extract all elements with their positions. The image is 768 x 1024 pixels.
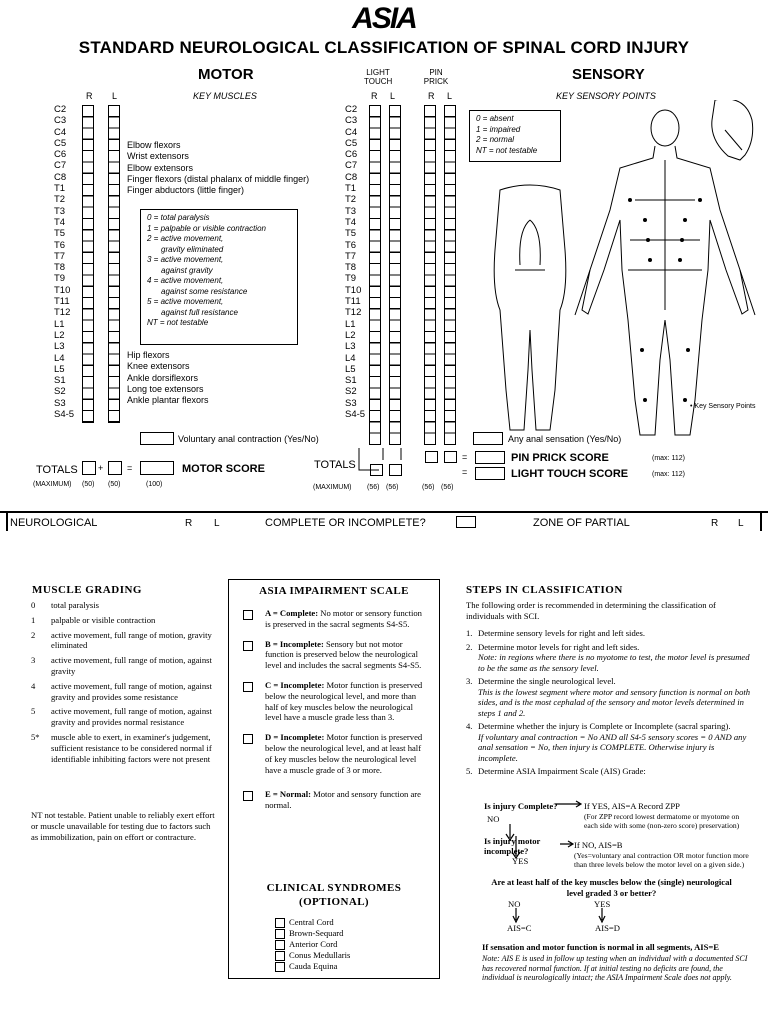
neuro-l: L bbox=[214, 518, 220, 529]
grade-item bbox=[31, 681, 231, 703]
asia-grade-key: E = Normal: bbox=[265, 789, 311, 800]
q-motor-incomplete: Is injury motor incomplete? bbox=[484, 836, 541, 856]
grade-text: total paralysis bbox=[51, 600, 99, 610]
segment-label: T5 bbox=[345, 228, 357, 240]
asia-grade-key: C = Incomplete: bbox=[265, 679, 325, 690]
pp-left-total-box[interactable] bbox=[444, 451, 457, 463]
grade-text: muscle able to exert, in examiner's judgement, sufficient resistance to be considered normal if identifiable inhibiting factors were not present bbox=[51, 731, 212, 764]
grade-item bbox=[31, 655, 231, 677]
muscle-s1: Ankle plantar flexors bbox=[127, 395, 209, 406]
equals-sign: = bbox=[127, 463, 133, 473]
step-number: 4. bbox=[466, 721, 473, 731]
motor-left-total-box[interactable] bbox=[108, 461, 122, 475]
segment-label: T3 bbox=[345, 205, 357, 217]
syndrome-checkbox[interactable] bbox=[275, 918, 285, 928]
segment-label: C2 bbox=[54, 104, 67, 115]
asia-grade-item bbox=[243, 789, 428, 811]
segment-label: C4 bbox=[345, 126, 358, 138]
pin-prick-score-box[interactable] bbox=[475, 451, 505, 464]
asia-scale-list bbox=[243, 608, 428, 820]
step-text: Determine sensory levels for right and left sides. bbox=[478, 628, 646, 638]
pp-equals: = bbox=[462, 452, 468, 462]
motor-heading: MOTOR bbox=[198, 66, 254, 83]
syndrome-item bbox=[275, 917, 425, 928]
muscle-c5: Elbow flexors bbox=[127, 140, 181, 150]
asia-logo: ASIA bbox=[352, 2, 416, 35]
pin-prick-right-column[interactable] bbox=[424, 105, 436, 445]
segment-label: S3 bbox=[345, 397, 357, 409]
muscle-grading-title: MUSCLE GRADING bbox=[32, 584, 142, 596]
motor-grade-legend bbox=[140, 209, 298, 345]
plus-sign: + bbox=[98, 463, 104, 473]
syndrome-label: Central Cord bbox=[289, 917, 334, 927]
segment-label: T8 bbox=[345, 262, 357, 274]
legend-line: NT = not testable bbox=[476, 145, 538, 155]
grade-number: 3 bbox=[31, 655, 36, 666]
segment-label: S3 bbox=[54, 397, 66, 409]
if-no-ais-b: If NO, AIS=B bbox=[574, 840, 623, 850]
syndrome-checkbox[interactable] bbox=[275, 940, 285, 950]
sensory-heading: SENSORY bbox=[572, 66, 645, 83]
max-56-d: (56) bbox=[441, 484, 454, 491]
grade-number: 4 bbox=[31, 680, 36, 691]
segment-label: T6 bbox=[345, 239, 357, 251]
motor-left-label: L bbox=[112, 91, 118, 101]
light-touch-score-box[interactable] bbox=[475, 467, 505, 480]
steps-title: STEPS IN CLASSIFICATION bbox=[466, 584, 623, 596]
zone-l: L bbox=[738, 518, 744, 529]
flow-yes-2: YES bbox=[594, 899, 611, 909]
segment-label: L4 bbox=[54, 352, 65, 364]
max-56-a: (56) bbox=[367, 484, 380, 491]
step-number: 5. bbox=[466, 766, 473, 776]
flow-no-2: NO bbox=[508, 899, 521, 909]
segment-label: T10 bbox=[345, 284, 362, 296]
segment-label: C3 bbox=[345, 115, 358, 127]
segment-label: L5 bbox=[345, 363, 356, 375]
voluntary-anal-label: Voluntary anal contraction (Yes/No) bbox=[178, 434, 319, 444]
segment-label: T4 bbox=[345, 216, 357, 228]
motor-right-total-box[interactable] bbox=[82, 461, 96, 475]
asia-checkbox[interactable] bbox=[243, 682, 253, 692]
asia-grade-key: D = Incomplete: bbox=[265, 732, 325, 743]
asia-grade-text bbox=[265, 608, 428, 630]
step-number: 1. bbox=[466, 628, 473, 638]
segment-label: T12 bbox=[345, 307, 362, 319]
segment-label: C5 bbox=[54, 137, 67, 149]
step-2 bbox=[466, 642, 751, 653]
motor-right-column[interactable] bbox=[82, 105, 94, 423]
lt-left-total-box[interactable] bbox=[389, 464, 402, 476]
grade-text: active movement, full range of motion, against gravity and provides normal resistance bbox=[51, 706, 212, 728]
segment-label: C6 bbox=[54, 149, 67, 161]
grade-number: 0 bbox=[31, 600, 36, 610]
head-profile-outline bbox=[712, 100, 753, 160]
divider-top bbox=[0, 511, 768, 513]
segment-label: T8 bbox=[54, 262, 66, 274]
segment-label: L5 bbox=[54, 363, 65, 375]
step-number: 3. bbox=[466, 676, 473, 686]
divider-right bbox=[760, 511, 762, 531]
max-50-left: (50) bbox=[108, 481, 121, 488]
syndrome-checkbox[interactable] bbox=[275, 929, 285, 939]
asia-grade-desc: Motor function is preserved below the neurological level, and at least half of key muscles below the neurological level have a muscle grade of 3 or more. bbox=[265, 732, 423, 775]
lt-left-label: L bbox=[390, 91, 396, 101]
asia-grade-desc: Sensory but not motor function is preserved below the neurological level and includes the sacral segments S4-S5. bbox=[265, 638, 422, 671]
step-text: Determine ASIA Impairment Scale (AIS) Grade: bbox=[478, 766, 646, 776]
syndrome-item bbox=[275, 950, 425, 961]
muscle-l4: Ankle dorsiflexors bbox=[127, 372, 199, 383]
clinical-syndromes-list bbox=[275, 917, 425, 972]
segment-label: C6 bbox=[345, 149, 358, 161]
grade-item bbox=[31, 600, 231, 611]
segment-label: L1 bbox=[54, 318, 65, 330]
clinical-syndromes-subtitle: (OPTIONAL) bbox=[299, 896, 369, 908]
grade-text: active movement, full range of motion, gravity eliminated bbox=[51, 629, 212, 651]
q-injury-complete: Is injury Complete? bbox=[484, 801, 558, 811]
ais-e-rule: If sensation and motor function is normal in all segments, AIS=E bbox=[482, 942, 720, 952]
segment-label: T6 bbox=[54, 239, 66, 251]
asia-grade-key: A = Complete: bbox=[265, 608, 319, 618]
segment-label: T9 bbox=[54, 273, 66, 285]
syndrome-label: Brown-Sequard bbox=[289, 928, 344, 939]
complete-incomplete-box[interactable] bbox=[456, 516, 476, 528]
body-outline-front bbox=[575, 110, 755, 435]
segment-label: T7 bbox=[345, 250, 357, 262]
sensory-subheading: KEY SENSORY POINTS bbox=[556, 91, 656, 101]
pin-prick-header: PIN PRICK bbox=[423, 68, 449, 86]
light-touch-header: LIGHT TOUCH bbox=[364, 68, 393, 86]
legend-line: 0 = absent bbox=[476, 114, 514, 123]
asia-grade-item bbox=[243, 680, 428, 723]
step-3-note: This is the lowest segment where motor and sensory function is normal on both sides, and is the most cephalad of the sensory and motor levels determined in steps 1 and 2. bbox=[478, 686, 751, 718]
lt-right-label: R bbox=[371, 91, 378, 101]
max-56-b: (56) bbox=[386, 484, 399, 491]
segment-label: T11 bbox=[54, 296, 70, 308]
segment-label: S1 bbox=[54, 375, 66, 387]
segment-label: S4-5 bbox=[54, 409, 75, 421]
segment-label: T5 bbox=[54, 228, 66, 240]
key-muscles-lower bbox=[127, 350, 209, 406]
segment-label: S4-5 bbox=[345, 409, 366, 421]
form-title: STANDARD NEUROLOGICAL CLASSIFICATION OF SPINAL CORD INJURY bbox=[78, 38, 690, 57]
flow-yes-1: YES bbox=[512, 856, 529, 866]
segment-list-sensory bbox=[345, 104, 371, 420]
asia-grade-desc: Motor and sensory function are normal. bbox=[265, 789, 421, 811]
segment-label: C7 bbox=[54, 160, 67, 172]
asia-grade-item bbox=[243, 608, 428, 630]
segment-label: C7 bbox=[345, 160, 358, 172]
segment-label: T9 bbox=[345, 273, 357, 285]
ais-d: AIS=D bbox=[595, 923, 620, 933]
max-label-motor: (MAXIMUM) bbox=[33, 481, 72, 488]
muscle-l5: Long toe extensors bbox=[127, 383, 204, 394]
legend-line: 0 = total paralysis bbox=[147, 213, 210, 222]
grade-number: 1 bbox=[31, 614, 36, 625]
asia-grade-text bbox=[265, 732, 428, 775]
grade-item bbox=[31, 732, 231, 764]
step-text: Determine the single neurological level. bbox=[478, 676, 616, 686]
step-text: Determine whether the injury is Complete or Incomplete (sacral sparing). bbox=[478, 721, 731, 731]
asia-grade-item bbox=[243, 639, 428, 671]
segment-label: T12 bbox=[54, 307, 71, 319]
neurological-label: NEUROLOGICAL bbox=[10, 517, 98, 529]
asia-grade-desc: No motor or sensory function is preserved in the sacral segments S4-S5. bbox=[265, 608, 422, 629]
segment-label: T4 bbox=[54, 216, 66, 228]
segment-label: T7 bbox=[54, 250, 66, 262]
steps-intro: The following order is recommended in determining the classification of individuals with SCI. bbox=[466, 600, 716, 621]
asia-grade-text bbox=[265, 639, 428, 671]
asia-checkbox[interactable] bbox=[243, 610, 253, 620]
zpp-note: (For ZPP record lowest dermatome or myotome on each side with some (non-zero score) preservation) bbox=[584, 812, 740, 830]
steps-body bbox=[466, 600, 751, 777]
asia-scale-title: ASIA IMPAIRMENT SCALE bbox=[259, 585, 409, 597]
syndrome-item bbox=[275, 961, 425, 972]
segment-label: T10 bbox=[54, 284, 71, 296]
motor-left-column[interactable] bbox=[108, 105, 120, 423]
segment-label: S1 bbox=[345, 375, 357, 387]
grade-number: 2 bbox=[31, 629, 36, 640]
segment-label: T2 bbox=[345, 194, 357, 206]
flow-no-1: NO bbox=[487, 814, 500, 824]
legend-line: 1 = impaired bbox=[476, 124, 521, 134]
motor-totals-label: TOTALS bbox=[36, 464, 78, 476]
pp-right-label: R bbox=[428, 91, 435, 101]
asia-checkbox[interactable] bbox=[243, 734, 253, 744]
segment-label: T11 bbox=[345, 296, 361, 308]
legend-line: against gravity bbox=[161, 265, 213, 275]
segment-label: L2 bbox=[345, 329, 356, 341]
pin-prick-left-column[interactable] bbox=[444, 105, 456, 445]
segment-label: L1 bbox=[345, 318, 356, 330]
asia-grade-text bbox=[265, 680, 428, 723]
muscle-c6: Wrist extensors bbox=[127, 151, 189, 162]
pp-right-total-box[interactable] bbox=[425, 451, 438, 463]
segment-label: L4 bbox=[345, 352, 356, 364]
sensory-totals-label: TOTALS bbox=[314, 459, 356, 471]
legend-line: against some resistance bbox=[161, 286, 248, 296]
segment-label: T1 bbox=[345, 183, 357, 195]
neuro-r: R bbox=[185, 518, 193, 529]
pp-left-label: L bbox=[447, 91, 453, 101]
segment-label: C4 bbox=[54, 126, 67, 138]
asia-checkbox[interactable] bbox=[243, 641, 253, 651]
syndrome-label: Cauda Equina bbox=[289, 961, 338, 972]
legend-line: 4 = active movement, bbox=[147, 276, 224, 285]
step-4-note: If voluntary anal contraction = No AND all S4-5 sensory scores = 0 AND any anal sensation = No, then injury is COMPLETE. Otherwise injury is incomplete. bbox=[478, 731, 747, 763]
step-number: 2. bbox=[466, 641, 473, 652]
muscle-l2: Hip flexors bbox=[127, 350, 170, 360]
syndrome-item bbox=[275, 939, 425, 950]
max-50-right: (50) bbox=[82, 481, 95, 488]
yes-note: (Yes=voluntary anal contraction OR motor function more than three levels below the motor level on a given side.) bbox=[574, 851, 749, 869]
legend-line: gravity eliminated bbox=[161, 244, 224, 254]
muscle-c8: Finger flexors (distal phalanx of middle finger) bbox=[127, 173, 310, 184]
segment-label: T1 bbox=[54, 183, 66, 195]
segment-label: S2 bbox=[345, 386, 357, 398]
step-5 bbox=[466, 766, 751, 777]
lt-right-total-box[interactable] bbox=[370, 464, 383, 476]
segment-label: T2 bbox=[54, 194, 66, 206]
segment-label: C3 bbox=[54, 115, 67, 127]
grade-item bbox=[31, 706, 231, 728]
zone-r: R bbox=[711, 518, 719, 529]
asia-grade-key: B = Incomplete: bbox=[265, 638, 324, 649]
motor-score-box[interactable] bbox=[140, 461, 174, 475]
grade-text: active movement, full range of motion, against gravity bbox=[51, 655, 212, 676]
syndrome-label: Conus Medullaris bbox=[289, 950, 351, 961]
step-1 bbox=[466, 628, 751, 639]
syndrome-checkbox[interactable] bbox=[275, 962, 285, 972]
grade-number: 5 bbox=[31, 706, 36, 717]
flowchart-arrows bbox=[480, 796, 630, 926]
muscle-c7: Elbow extensors bbox=[127, 162, 194, 173]
light-touch-right-column[interactable] bbox=[369, 105, 381, 445]
legend-line: 5 = active movement, bbox=[147, 297, 224, 306]
any-anal-label: Any anal sensation (Yes/No) bbox=[508, 434, 622, 444]
segment-label: C2 bbox=[345, 104, 358, 115]
legend-line: 2 = active movement, bbox=[147, 234, 224, 243]
syndrome-checkbox[interactable] bbox=[275, 951, 285, 961]
lt-max-112: (max: 112) bbox=[652, 471, 685, 478]
asia-grade-desc: Motor function is preserved below the neurological level, and more than half of key muscles below the neurological level have a muscle grade less than 3. bbox=[265, 679, 423, 723]
body-outline-back bbox=[494, 185, 566, 430]
key-sensory-points-caption: • Key Sensory Points bbox=[690, 403, 756, 410]
zone-partial-label: ZONE OF PARTIAL bbox=[533, 517, 630, 529]
segment-list-motor bbox=[54, 104, 80, 420]
muscle-l3: Knee extensors bbox=[127, 361, 190, 372]
segment-label: L2 bbox=[54, 329, 65, 341]
segment-label: L3 bbox=[345, 341, 356, 353]
max-56-c: (56) bbox=[422, 484, 435, 491]
legend-line: NT = not testable bbox=[147, 318, 209, 327]
step-2-note: Note: in regions where there is no myotome to test, the motor level is presumed to be the same as the sensory level. bbox=[478, 652, 750, 673]
dermatome-diagram bbox=[470, 100, 768, 445]
motor-score-label: MOTOR SCORE bbox=[182, 463, 265, 475]
segment-label: C8 bbox=[54, 171, 67, 183]
asia-grade-item bbox=[243, 732, 428, 775]
legend-line: 1 = palpable or visible contraction bbox=[147, 223, 266, 233]
max-100: (100) bbox=[146, 481, 163, 488]
ais-c: AIS=C bbox=[507, 923, 532, 933]
legend-line: against full resistance bbox=[161, 307, 238, 317]
q-half-key-muscles: Are at least half of the key muscles below the (single) neurological level graded 3 or better? bbox=[491, 877, 732, 898]
syndrome-item bbox=[275, 928, 425, 939]
muscle-grading-list bbox=[31, 600, 231, 768]
grade-number: 5* bbox=[31, 731, 40, 742]
max-label-sensory: (MAXIMUM) bbox=[313, 484, 352, 491]
motor-subheading: KEY MUSCLES bbox=[193, 91, 257, 101]
lt-equals: = bbox=[462, 467, 468, 477]
syndrome-label: Anterior Cord bbox=[289, 939, 338, 950]
if-yes-ais-a: If YES, AIS=A Record ZPP bbox=[584, 801, 680, 811]
asia-checkbox[interactable] bbox=[243, 791, 253, 801]
grade-item bbox=[31, 630, 231, 652]
segment-label: T3 bbox=[54, 205, 66, 217]
pin-prick-score-label: PIN PRICK SCORE bbox=[511, 452, 609, 464]
segment-label: C5 bbox=[345, 137, 358, 149]
segment-label: L3 bbox=[54, 341, 65, 353]
muscle-grading-nt: NT not testable. Patient unable to reliably exert effort or muscle unavailable for testing due to factors such as immobilization, pain on effort or contracture. bbox=[31, 810, 215, 842]
grade-item bbox=[31, 615, 231, 626]
step-3 bbox=[466, 676, 751, 687]
voluntary-anal-contraction-box[interactable] bbox=[140, 432, 174, 445]
pp-max-112: (max: 112) bbox=[652, 455, 685, 462]
step-4 bbox=[466, 721, 751, 732]
step-text: Determine motor levels for right and left sides. bbox=[478, 641, 640, 652]
divider-left bbox=[6, 511, 8, 531]
segment-label: S2 bbox=[54, 386, 66, 398]
clinical-syndromes-title: CLINICAL SYNDROMES bbox=[266, 882, 402, 894]
totals-arrows bbox=[355, 446, 415, 476]
grade-text: palpable or visible contraction bbox=[51, 614, 156, 625]
muscle-t1: Finger abductors (little finger) bbox=[127, 185, 245, 196]
complete-incomplete-label: COMPLETE OR INCOMPLETE? bbox=[265, 517, 426, 529]
key-muscles-upper bbox=[127, 140, 309, 196]
light-touch-left-column[interactable] bbox=[389, 105, 401, 445]
light-touch-score-label: LIGHT TOUCH SCORE bbox=[511, 468, 629, 480]
legend-line: 3 = active movement, bbox=[147, 255, 224, 264]
legend-line: 2 = normal bbox=[476, 135, 515, 144]
asia-grade-text bbox=[265, 789, 428, 811]
ais-e-note: Note: AIS E is used in follow up testing when an individual with a documented SCI has recovered normal function. If at initial testing no deficits are found, the individual is neurologically intact; the ASIA Impairment Scale does not apply. bbox=[482, 954, 748, 983]
grade-text: active movement, full range of motion, against gravity and provides some resistance bbox=[51, 680, 212, 702]
motor-right-label: R bbox=[86, 91, 93, 101]
segment-label: C8 bbox=[345, 171, 358, 183]
